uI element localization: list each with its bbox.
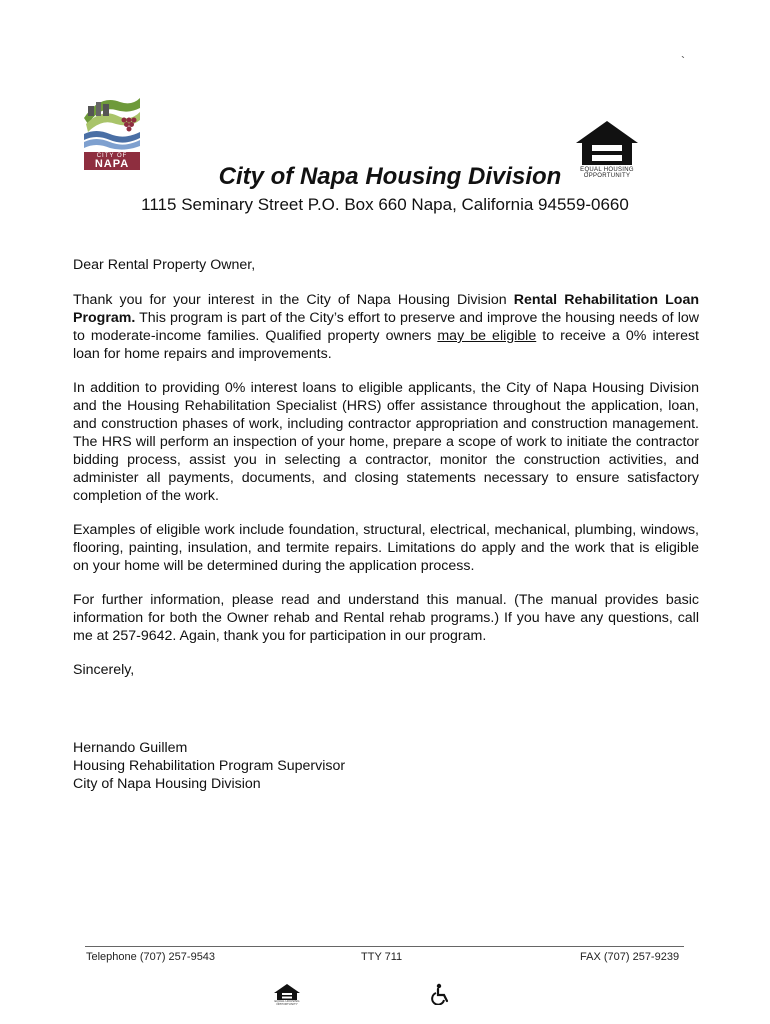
intro-text-c: to receive a 0% interest loan for home repairs and improvements.	[73, 328, 699, 362]
wheelchair-accessible-icon	[430, 983, 452, 1005]
city-logo-graphic	[80, 90, 144, 152]
paragraph-intro	[73, 291, 699, 363]
footer-fax: FAX (707) 257-9239	[580, 951, 680, 963]
page-title: City of Napa Housing Division	[218, 163, 562, 190]
paragraph-further-info: For further information, please read and understand this manual. (The manual provides basic information for both the Owner rehab and Rental rehab programs.) If you have any questions, call me at 257-9642. Again, thank you for participation in our program.	[73, 592, 699, 644]
corner-mark: `	[681, 54, 685, 68]
logo-big-text: NAPA	[94, 158, 130, 170]
equal-housing-small-caption: EQUAL HOUSING OPPORTUNITY	[274, 999, 300, 1006]
header-address: 1115 Seminary Street P.O. Box 660 Napa, California 94559-0660	[141, 195, 629, 214]
intro-text-b: This program is part of the City’s effort to preserve and improve the housing needs of low to moderate-income families. Qualified property owners	[73, 310, 699, 344]
footer-telephone: Telephone (707) 257-9543	[86, 951, 216, 963]
paragraph-assistance: In addition to providing 0% interest loans to eligible applicants, the City of Napa Housing Division and the Housing Rehabilitation Specialist (HRS) offer assistance throughout the application, loan, and construction phases of work, including contractor appropriation and construction management. The HRS will perform an inspection of your home, prepare a scope of work to initiate the contractor bidding process, assist you in selecting a contractor, monitor the construction activities, and administer all payments, documents, and closing statements necessary to ensure satisfactory completion of the work.	[73, 380, 699, 504]
signer-title: Housing Rehabilitation Program Supervisor	[73, 758, 346, 774]
closing: Sincerely,	[73, 662, 135, 678]
paragraph-eligible-work: Examples of eligible work include foundation, structural, electrical, mechanical, plumbing, windows, flooring, painting, insulation, and termite repairs. Limitations do apply and the work that is eligible on your home will be determined during the application process.	[73, 522, 699, 574]
program-name: Rental Rehabilitation Loan Program.	[73, 292, 699, 326]
signer-name: Hernando Guillem	[73, 740, 188, 756]
salutation: Dear Rental Property Owner,	[73, 257, 256, 273]
equal-housing-caption: EQUAL HOUSING OPPORTUNITY	[580, 167, 634, 179]
footer-tty: TTY 711	[361, 951, 403, 963]
signer-org: City of Napa Housing Division	[73, 776, 261, 792]
may-be-eligible: may be eligible	[437, 328, 537, 344]
footer-divider	[85, 946, 684, 947]
logo-small-text: CITY OF	[96, 153, 128, 159]
intro-text-a: Thank you for your interest in the City of Napa Housing Division	[73, 292, 514, 308]
letter-body	[73, 256, 699, 793]
